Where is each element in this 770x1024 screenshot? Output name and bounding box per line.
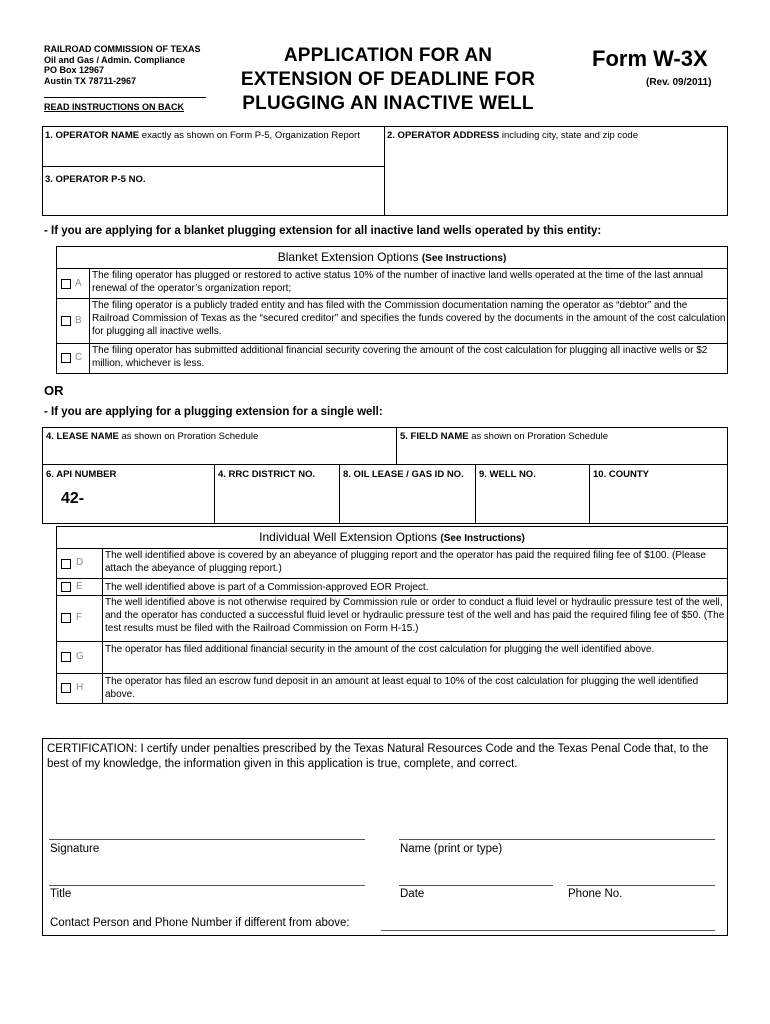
operator-p5-label: 3. OPERATOR P-5 NO. — [45, 174, 146, 185]
individual-options-title — [57, 530, 727, 544]
blanket-see-instructions: (See Instructions) — [421, 253, 507, 264]
date-label: Date — [400, 888, 425, 900]
field-name-field[interactable] — [397, 428, 727, 464]
checkbox-f[interactable] — [61, 613, 71, 623]
option-letter-d: D — [76, 557, 84, 568]
blanket-options-table — [56, 246, 728, 374]
field-name-desc: as shown on Proration Schedule — [468, 431, 609, 442]
phone-line[interactable] — [567, 885, 715, 886]
form-revision: (Rev. 09/2011) — [646, 77, 712, 88]
name-label: Name (print or type) — [400, 843, 503, 855]
title-line[interactable] — [49, 885, 365, 886]
operator-name-field[interactable] — [42, 126, 385, 167]
option-letter-c: C — [75, 352, 83, 363]
api-number-field[interactable] — [43, 465, 214, 523]
agency-city: Austin TX 78711-2967 — [44, 75, 137, 86]
option-letter-g: G — [76, 651, 84, 662]
option-text-h: The operator has filed an escrow fund deposit in an amount at least equal to 10% of the cost calculation for plugging the well identified above. — [105, 676, 699, 700]
option-text-g: The operator has filed additional financial security in the amount of the cost calculation for plugging the well identified above. — [105, 644, 655, 655]
name-line[interactable] — [399, 839, 715, 840]
option-text-d: The well identified above is covered by an abeyance of plugging report and the operator has paid the required filing fee of $100. (Please attach the abeyance of plugging report.) — [105, 550, 706, 574]
agency-address — [44, 44, 201, 86]
contact-line[interactable] — [381, 930, 715, 931]
operator-name-desc: exactly as shown on Form P-5, Organization Report — [139, 130, 360, 141]
api-number-label: 6. API NUMBER — [46, 469, 117, 480]
certification-text: CERTIFICATION: I certify under penalties prescribed by the Texas Natural Resources Code and the Texas Penal Code that, to the best of my knowledge, the information given in this application is true, complete, and correct. — [47, 743, 709, 770]
blanket-options-title — [57, 250, 727, 264]
single-well-table — [42, 427, 728, 524]
form-number: Form W-3X — [592, 46, 708, 71]
header-divider — [44, 97, 206, 98]
checkbox-h[interactable] — [61, 683, 71, 693]
blanket-intro: - If you are applying for a blanket plugging extension for all inactive land wells operated by this entity: — [44, 225, 602, 237]
title-label: Title — [50, 888, 72, 900]
option-letter-e: E — [76, 581, 83, 592]
operator-p5-field[interactable] — [42, 166, 385, 216]
checkbox-c[interactable] — [61, 353, 71, 363]
agency-division: Oil and Gas / Admin. Compliance — [44, 54, 186, 65]
operator-address-field[interactable] — [384, 126, 728, 216]
certification-box — [42, 738, 728, 936]
form-title-line-3: PLUGGING AN INACTIVE WELL — [242, 93, 534, 114]
option-letter-a: A — [75, 278, 82, 289]
county-field[interactable] — [590, 465, 727, 523]
option-letter-f: F — [76, 612, 83, 623]
rrc-district-label: 4. RRC DISTRICT NO. — [218, 469, 316, 480]
agency-po-box: PO Box 12967 — [44, 65, 105, 75]
form-title-line-1: APPLICATION FOR AN — [283, 45, 493, 66]
signature-line[interactable] — [49, 839, 365, 840]
checkbox-g[interactable] — [61, 652, 71, 662]
or-divider-label: OR — [44, 383, 64, 398]
signature-label: Signature — [50, 843, 100, 855]
option-text-b: The filing operator is a publicly traded entity and has filed with the Commission documentation naming the operator as “debtor” and the Railroad Commission of Texas as the “secured creditor” and specifies the funds covered by the documents in the amount of the cost calculation for plugging all inactive wells. — [92, 300, 726, 337]
lease-id-label: 8. OIL LEASE / GAS ID NO. — [343, 469, 464, 480]
contact-label: Contact Person and Phone Number if different from above: — [50, 917, 350, 929]
read-instructions-link[interactable]: READ INSTRUCTIONS ON BACK — [44, 102, 185, 112]
checkbox-b[interactable] — [61, 316, 71, 326]
operator-address-desc: including city, state and zip code — [499, 130, 638, 141]
well-number-field[interactable] — [476, 465, 589, 523]
checkbox-a[interactable] — [61, 279, 71, 289]
option-text-e: The well identified above is part of a Commission-approved EOR Project. — [105, 582, 429, 593]
checkbox-e[interactable] — [61, 582, 71, 592]
blanket-title-text: Blanket Extension Options — [277, 250, 422, 264]
lease-id-field[interactable] — [340, 465, 475, 523]
checkbox-d[interactable] — [61, 559, 71, 569]
operator-name-label: 1. OPERATOR NAME — [45, 130, 140, 141]
option-text-c: The filing operator has submitted additional financial security covering the amount of the cost calculation for plugging all inactive wells or $2 million, whichever is less. — [92, 345, 708, 369]
operator-address-label: 2. OPERATOR ADDRESS — [387, 130, 500, 141]
option-letter-b: B — [75, 315, 82, 326]
lease-name-field[interactable] — [43, 428, 396, 464]
county-label: 10. COUNTY — [593, 469, 649, 480]
well-number-label: 9. WELL NO. — [479, 469, 536, 480]
rrc-district-field[interactable] — [215, 465, 339, 523]
individual-title-text: Individual Well Extension Options — [259, 530, 441, 544]
date-line[interactable] — [399, 885, 553, 886]
form-title-line-2: EXTENSION OF DEADLINE FOR — [240, 69, 536, 90]
single-well-intro: - If you are applying for a plugging extension for a single well: — [44, 406, 383, 418]
field-name-label: 5. FIELD NAME — [400, 431, 469, 442]
option-letter-h: H — [76, 682, 84, 693]
option-text-a: The filing operator has plugged or restored to active status 10% of the number of inactive land wells operated at the time of the last annual renewal of the operator’s organization report; — [92, 270, 703, 294]
form-title — [218, 44, 558, 116]
lease-name-label: 4. LEASE NAME — [46, 431, 119, 442]
lease-name-desc: as shown on Proration Schedule — [118, 431, 259, 442]
individual-see-instructions: (See Instructions) — [440, 533, 525, 544]
agency-name: RAILROAD COMMISSION OF TEXAS — [44, 44, 201, 54]
individual-options-table — [56, 526, 728, 704]
api-prefix: 42- — [61, 490, 85, 507]
option-text-f: The well identified above is not otherwise required by Commission rule or order to conduct a fluid level or hydraulic pressure test of the well, and the operator has conducted a successful fluid level or hydraulic pressure test of the well and has paid the required filing fee of $50. (The test results must be filed with the Railroad Commission on Form H-15.) — [105, 597, 725, 634]
phone-label: Phone No. — [568, 888, 623, 900]
